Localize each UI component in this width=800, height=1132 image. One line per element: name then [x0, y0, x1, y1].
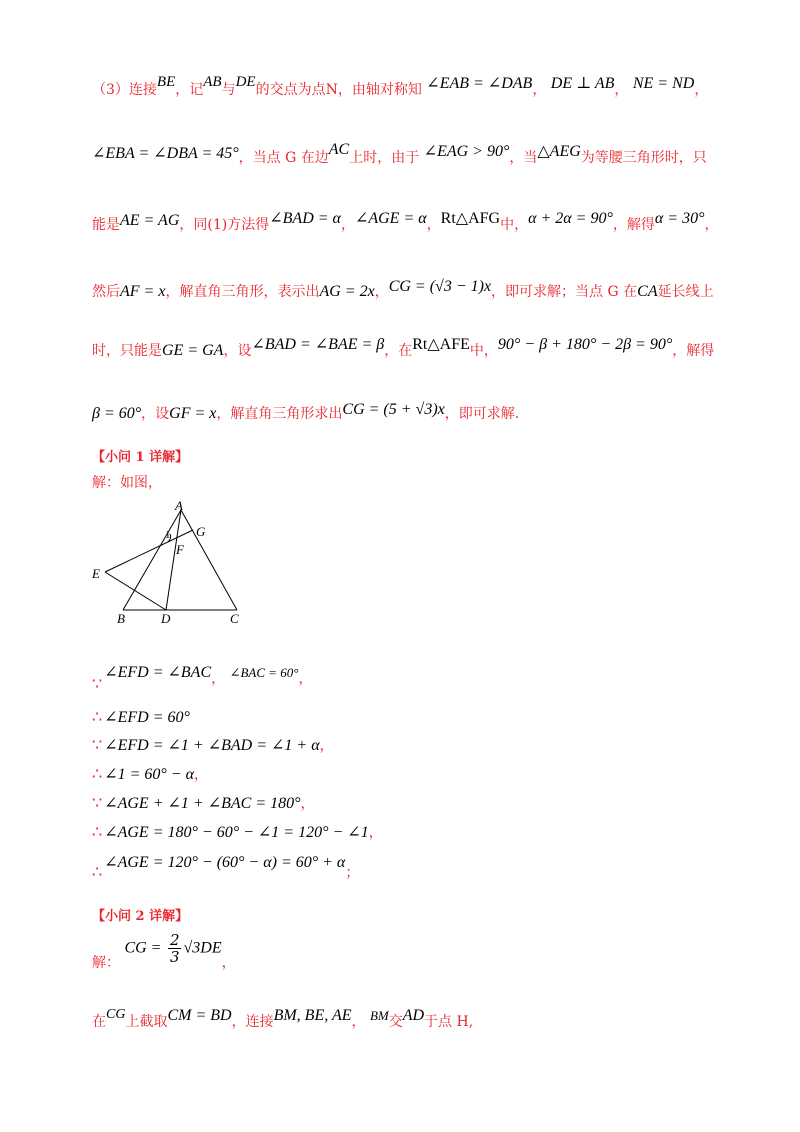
text: ， [221, 954, 236, 971]
text: 为等腰三角形时，只 [580, 150, 707, 166]
math: BE [156, 74, 176, 90]
because-symbol: ∵ [92, 793, 103, 812]
math: 90° − β + 180° − 2β = 90° [497, 336, 673, 353]
text: ，设 [223, 343, 252, 359]
text: 中， [469, 343, 498, 359]
q2-result [92, 931, 236, 971]
segment-AD [166, 510, 181, 610]
text: 延长线上 [657, 284, 714, 300]
q1-step-3 [92, 735, 334, 755]
math: △AEG [537, 143, 581, 160]
text: ， [704, 217, 719, 233]
math: β = 60° [92, 405, 142, 422]
math: GF = x [169, 405, 217, 422]
math: BM [369, 1008, 389, 1023]
text: ， [298, 671, 313, 687]
math: BM, BE, AE [273, 1007, 352, 1024]
math: √3DE [183, 939, 222, 957]
text: ， [694, 82, 709, 98]
math: CG [106, 1007, 126, 1022]
text: ， [368, 825, 383, 841]
text: ，当点 G 在边 [238, 150, 329, 166]
text: 的交点为点N，由轴对称知 [255, 82, 422, 98]
math: ∠EAB = ∠DAB [426, 75, 533, 92]
math: AC [328, 141, 350, 158]
math: CA [637, 283, 658, 300]
q1-step-1 [92, 664, 313, 693]
text: 上截取 [125, 1014, 168, 1030]
text: 交 [388, 1014, 403, 1030]
text: 中， [500, 217, 529, 233]
fraction-denominator: 3 [169, 948, 180, 966]
math: DE [235, 74, 256, 90]
math: DE ⊥ AB [550, 75, 615, 92]
math: AB [203, 74, 222, 90]
paragraph3-line4 [92, 278, 722, 302]
math: Rt△AFG [440, 210, 501, 227]
because-symbol: ∵ [92, 735, 103, 754]
text: 于点 H, [424, 1014, 474, 1030]
math: ∠EBA = ∠DBA = 45° [92, 145, 239, 162]
triangle-figure [86, 498, 256, 628]
text: 能是 [92, 217, 120, 233]
paragraph3-line3 [92, 210, 722, 235]
math: ∠AGE = α [354, 210, 427, 227]
q1-step-7 [92, 854, 360, 881]
text: 上时，由于 [349, 150, 420, 166]
math: ∠EFD = ∠BAC [104, 664, 212, 681]
q1-step-4 [92, 764, 208, 784]
therefore-symbol: ∴ [92, 822, 103, 841]
label-1: 1 [165, 529, 171, 541]
text: ， [211, 671, 226, 687]
math: ∠BAC = 60° [229, 665, 299, 680]
text: 与 [221, 82, 236, 98]
text: ，解得 [612, 217, 655, 233]
text: ，即可求解；当点 G 在 [491, 284, 638, 300]
text: ，设 [141, 406, 170, 422]
math: GE = GA [162, 342, 224, 359]
segment-ED [105, 572, 166, 610]
label-C: C [230, 611, 239, 626]
therefore-symbol: ∴ [92, 764, 103, 783]
math: ∠EFD = ∠1 + ∠BAD = ∠1 + α [104, 737, 320, 754]
text: ， [351, 1014, 366, 1030]
q1-intro: 解：如图， [92, 475, 162, 491]
math: ∠EAG > 90° [423, 143, 510, 160]
text: ，同(1)方法得 [179, 217, 270, 233]
paragraph3-line2 [92, 141, 722, 168]
text: ，解直角三角形求出 [216, 406, 343, 422]
math: CG = [124, 939, 162, 957]
text: ， [319, 738, 334, 754]
fraction-two-thirds [168, 932, 182, 965]
math: CG = (5 + √3)x [342, 401, 445, 418]
paragraph3-line6 [92, 401, 722, 424]
math: ∠BAD = ∠BAE = β [251, 336, 385, 353]
q2-header: 【小问 2 详解】 [92, 909, 189, 924]
label-E: E [92, 566, 100, 581]
text: ， [300, 796, 315, 812]
fraction-numerator: 2 [169, 931, 180, 949]
math: ∠1 = 60° − α [104, 766, 194, 783]
label-B: B [117, 611, 125, 626]
text: ， [426, 217, 441, 233]
text: ， [340, 217, 355, 233]
math: AF = x [120, 283, 166, 300]
math: NE = ND [632, 75, 695, 92]
because-symbol: ∵ [92, 674, 103, 693]
paragraph3-line5 [92, 336, 722, 361]
label-A: A [175, 498, 183, 513]
math: ∠AGE = 120° − (60° − α) = 60° + α [104, 854, 346, 871]
text: ，在 [384, 343, 413, 359]
text: ， [374, 284, 389, 300]
text: ，解得 [672, 343, 715, 359]
q2-line [92, 1007, 722, 1033]
text: 在 [92, 1014, 106, 1030]
math: ∠AGE = 180° − 60° − ∠1 = 120° − ∠1 [104, 824, 369, 841]
text: ，连接 [231, 1014, 274, 1030]
text: 然后 [92, 284, 120, 300]
math: AE = AG [120, 212, 180, 229]
math: AG = 2x [319, 283, 375, 300]
label-F: F [176, 542, 184, 557]
text: ，当 [509, 150, 538, 166]
label-G: G [196, 524, 206, 539]
q1-header: 【小问 1 详解】 [92, 450, 189, 465]
math: Rt△AFE [412, 336, 470, 353]
paragraph3-line1 [92, 74, 722, 100]
math: α = 30° [654, 210, 705, 227]
therefore-symbol: ∴ [92, 862, 103, 881]
math: CM = BD [167, 1007, 232, 1024]
text: （3）连接 [92, 82, 157, 98]
label-D: D [161, 611, 171, 626]
text: ； [345, 865, 360, 881]
text: ， [532, 82, 547, 98]
q1-step-6 [92, 822, 383, 842]
math: α + 2α = 90° [528, 210, 613, 227]
math: ∠BAD = α [269, 210, 341, 227]
text: 解： [92, 954, 120, 971]
text: ，记 [175, 82, 204, 98]
text: ， [614, 82, 629, 98]
math: AD [402, 1007, 425, 1024]
segment-AB [123, 510, 181, 610]
therefore-symbol: ∴ [92, 707, 103, 726]
text: 时，只能是 [92, 343, 162, 359]
text: ，即可求解. [444, 406, 520, 422]
math: ∠EFD = 60° [104, 709, 190, 726]
math: CG = (√3 − 1)x [388, 278, 492, 295]
q1-step-5 [92, 793, 315, 813]
math: ∠AGE + ∠1 + ∠BAC = 180° [104, 795, 301, 812]
text: ，解直角三角形，表示出 [165, 284, 320, 300]
text: ， [193, 767, 208, 783]
segment-AC [181, 510, 237, 610]
q1-step-2 [92, 707, 190, 727]
